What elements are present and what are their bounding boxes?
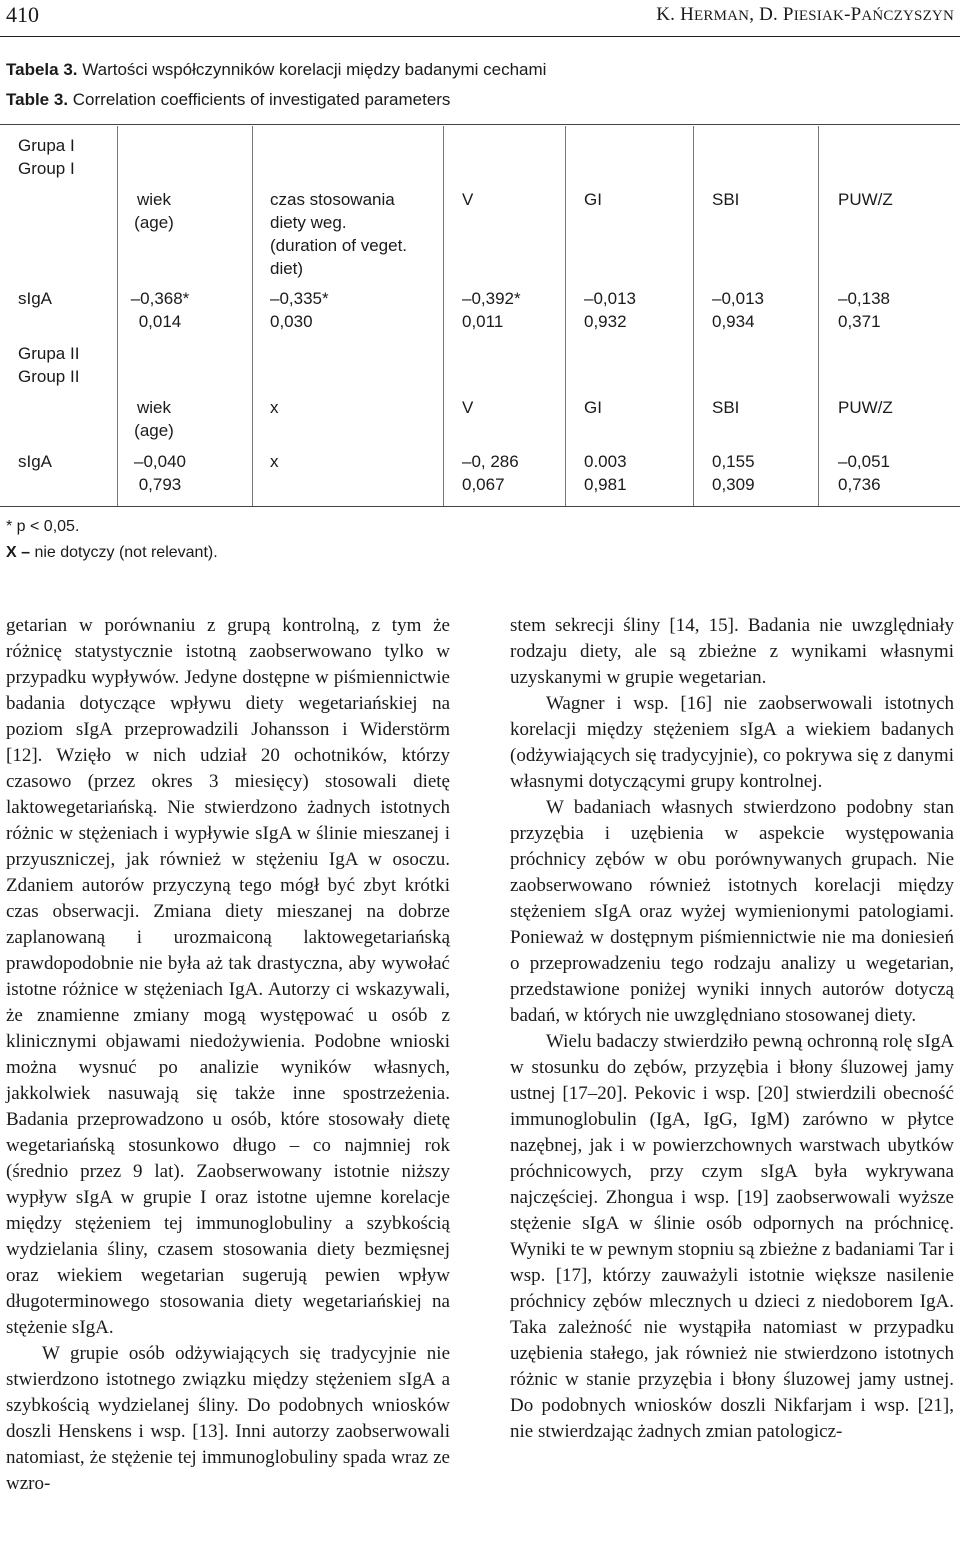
table-divider <box>117 126 118 506</box>
header-line: (age) <box>134 213 174 232</box>
cell-coef: –0,051 <box>838 452 890 471</box>
caption-text: Wartości współczynników korelacji między badanymi cechami <box>77 60 547 79</box>
author-part-smallcaps: AŃCZYSZYN <box>861 8 954 24</box>
header-duration <box>270 188 407 280</box>
group-title-en: Group II <box>18 367 80 386</box>
table-bottom-rule <box>0 506 960 507</box>
author-part: , D. P <box>749 4 794 25</box>
header-age <box>134 188 174 234</box>
caption-label: Table 3. <box>6 90 69 109</box>
body-column-right <box>510 613 954 1445</box>
table-divider <box>252 126 253 506</box>
cell-duration: x <box>270 452 279 471</box>
cell-coef: –0,368* <box>130 289 190 308</box>
header-sbi: SBI <box>712 190 740 209</box>
cell-coef: –0,138 <box>838 289 890 308</box>
header-duration: x <box>270 398 279 417</box>
header-line: diet) <box>270 259 304 278</box>
header-age <box>134 396 174 442</box>
cell-p: 0,934 <box>712 312 755 331</box>
cell-coef: –0,013 <box>712 289 764 308</box>
header-puw: PUW/Z <box>838 398 893 417</box>
cell-coef: –0, 286 <box>462 452 519 471</box>
cell-p: 0,067 <box>462 475 505 494</box>
cell-age <box>131 287 190 333</box>
group-title-pl: Grupa II <box>18 344 80 363</box>
running-head-authors <box>656 4 954 26</box>
page-number: 410 <box>6 2 39 27</box>
note-text: nie dotyczy (not relevant). <box>30 544 218 561</box>
caption-text: Correlation coefficients of investigated parameters <box>68 90 451 109</box>
cell-gi <box>584 450 627 496</box>
caption-label: Tabela 3. <box>6 60 78 79</box>
cell-coef: 0,155 <box>712 452 755 471</box>
cell-coef: –0,335* <box>270 289 329 308</box>
cell-coef: 0.003 <box>584 452 627 471</box>
cell-age <box>134 450 186 496</box>
cell-p: 0,932 <box>584 312 627 331</box>
cell-p: 0,014 <box>138 312 182 331</box>
table-top-rule <box>0 124 960 125</box>
header-v: V <box>462 190 474 209</box>
cell-gi <box>584 287 636 333</box>
cell-coef: –0,040 <box>134 452 186 471</box>
header-v: V <box>462 398 474 417</box>
cell-p: 0,371 <box>838 312 881 331</box>
cell-v <box>462 450 519 496</box>
paragraph: Wielu badaczy stwierdziło pewną ochronną rolę sIgA w stosunku do zębów, przyzębia i błony śluzowej jamy ustnej [17–20]. Pekovic i wsp. [20] stwierdzili obecność immunoglobulin (IgA, IgG, IgM) zarówno w płytce nazębnej, jak i w powierzchownych warstwach ubytków próchnicowych, przy czym sIgA była wykrywana najczęściej. Zhongua i wsp. [19] zaobserwowali wyższe stężenie sIgA w ślinie osób odpornych na próchnicę. Wyniki te w pewnym stopniu są zbieżne z badaniami Tar i wsp. [17], którzy zauważyli istotnie większe nasilenie próchnicy zębów mlecznych u dzieci z niedoborem IgA. Taka zależność nie wystąpiła natomiast w przypadku uzębienia stałego, jak również nie stwierdzono istotnych różnic w stanie przyzębia i błony śluzowej jamy ustnej. Do podobnych wniosków doszli Nikfarjam i wsp. [21], nie stwierdzając żadnych zmian patologicz- <box>510 1031 954 1442</box>
cell-p: 0,309 <box>712 475 755 494</box>
cell-coef: –0,392* <box>462 289 521 308</box>
cell-sbi <box>712 287 764 333</box>
cell-v <box>462 287 521 333</box>
author-part-smallcaps: ERMAN <box>694 8 750 24</box>
header-line: czas stosowania <box>270 190 395 209</box>
group-title-pl: Grupa I <box>18 136 75 155</box>
header-puw: PUW/Z <box>838 190 893 209</box>
table-divider <box>818 126 819 506</box>
header-rule <box>0 36 960 37</box>
cell-p: 0,030 <box>270 312 313 331</box>
cell-p: 0,793 <box>138 475 182 494</box>
body-column-left <box>6 613 450 1497</box>
table-caption-pl <box>6 60 546 80</box>
cell-sbi <box>712 450 755 496</box>
table-note-significance: * p < 0,05. <box>6 518 80 535</box>
table-divider <box>565 126 566 506</box>
table-divider <box>693 126 694 506</box>
header-line: diety weg. <box>270 213 347 232</box>
header-gi: GI <box>584 398 602 417</box>
group2-title <box>18 342 79 388</box>
cell-puw <box>838 287 890 333</box>
header-gi: GI <box>584 190 602 209</box>
group1-title <box>18 134 75 180</box>
header-line: (duration of veget. <box>270 236 408 255</box>
paragraph: Wagner i wsp. [16] nie zaobserwowali istotnych korelacji między stężeniem sIgA a wiekiem badanych (odżywiających się tradycyjnie), co pokrywa się z danymi własnymi dotyczącymi grupy kontrolnej. <box>510 693 954 792</box>
cell-duration <box>270 287 329 333</box>
header-line: (age) <box>134 421 174 440</box>
author-part: K. H <box>656 4 695 25</box>
author-part: -P <box>844 4 862 25</box>
group-title-en: Group I <box>18 159 75 178</box>
header-line: wiek <box>136 398 171 417</box>
author-part-smallcaps: IESIAK <box>793 8 845 24</box>
table-note-x <box>6 544 218 562</box>
table-caption-en <box>6 90 450 110</box>
row-label-siga: sIgA <box>18 452 53 471</box>
cell-puw <box>838 450 890 496</box>
header-line: wiek <box>136 190 171 209</box>
paragraph: getarian w porównaniu z grupą kontrolną, z tym że różnicę statystycznie istotną zaobserwowano tylko w przypadku wypływów. Jedyne dostępne w piśmiennictwie badania dotyczące wpływu diety wegetariańskiej na poziom sIgA przeprowadzili Johansson i Widerstörm [12]. Wzięło w nich udział 20 ochotników, którzy czasowo (przez okres 3 miesięcy) stosowali dietę laktowegetariańską. Nie stwierdzono żadnych istotnych różnic w stężeniach i wypływie sIgA w ślinie mieszanej i przyusznicze​j, jak również w stężeniu IgA w osoczu. Zdaniem autorów przyczyną tego mógł być zbyt krótki czas obserwacji. Zmiana diety mieszanej na dobrze zaplanowaną i urozmaiconą laktowegetariańską prawdopodobnie nie była aż tak drastyczna, aby wywołać istotne różnice w stężeniach IgA. Autorzy ci wskazywali, że znamienne zmiany mogą występować u osób z klinicznymi objawami niedożywienia. Podobne wnioski można wysnuć po analizie wyników własnych, jakkolwiek nasuwają się także inne spostrzeżenia. Badania przeprowadzono u osób, które stosowały dietę wegetariańską stosunkowo długo – co najmniej rok (średnio przez 9 lat). Zaobserwowany istotnie niższy wypływ sIgA w grupie I oraz istotne ujemne korelacje między stężeniem tej immunoglobuliny a szybkością wydzielania śliny, czasem stosowania diety bezmięsnej oraz wiekiem wegetarian sugerują pewien wpływ długoterminowego stosowania diety wegetariańskiej na stężenie sIgA. <box>6 615 450 1338</box>
note-label: X – <box>6 544 31 561</box>
cell-coef: –0,013 <box>584 289 636 308</box>
table-divider <box>443 126 444 506</box>
paragraph: W badaniach własnych stwierdzono podobny stan przyzębia i uzębienia w aspekcie występowania próchnicy zębów w obu porównywanych grupach. Nie zaobserwowano również istotnych korelacji między stężeniem sIgA oraz wyżej wymienionymi patologiami. Ponieważ w dostępnym piśmiennictwie nie ma doniesień o przeprowadzeniu tego rodzaju analizy u wegetarian, przedstawione poniżej wyniki innych autorów dotyczą badań, w których nie uwzględniano stosowanej diety. <box>510 797 954 1026</box>
cell-p: 0,736 <box>838 475 881 494</box>
header-sbi: SBI <box>712 398 740 417</box>
paragraph: stem sekrecji śliny [14, 15]. Badania nie uwzględniały rodzaju diety, ale są zbieżne z wynikami własnymi uzyskanymi w grupie wegetarian. <box>510 615 954 688</box>
paragraph: W grupie osób odżywiających się tradycyjnie nie stwierdzono istotnego związku między stężeniem sIgA a szybkością wydzielanej śliny. Do podobnych wniosków doszli Henskens i wsp. [13]. Inni autorzy zaobserwowali natomiast, że stężenie tej immunoglobuliny spada wraz ze wzro- <box>6 1343 450 1494</box>
cell-p: 0,011 <box>462 312 504 331</box>
row-label-siga: sIgA <box>18 289 53 308</box>
cell-p: 0,981 <box>584 475 627 494</box>
